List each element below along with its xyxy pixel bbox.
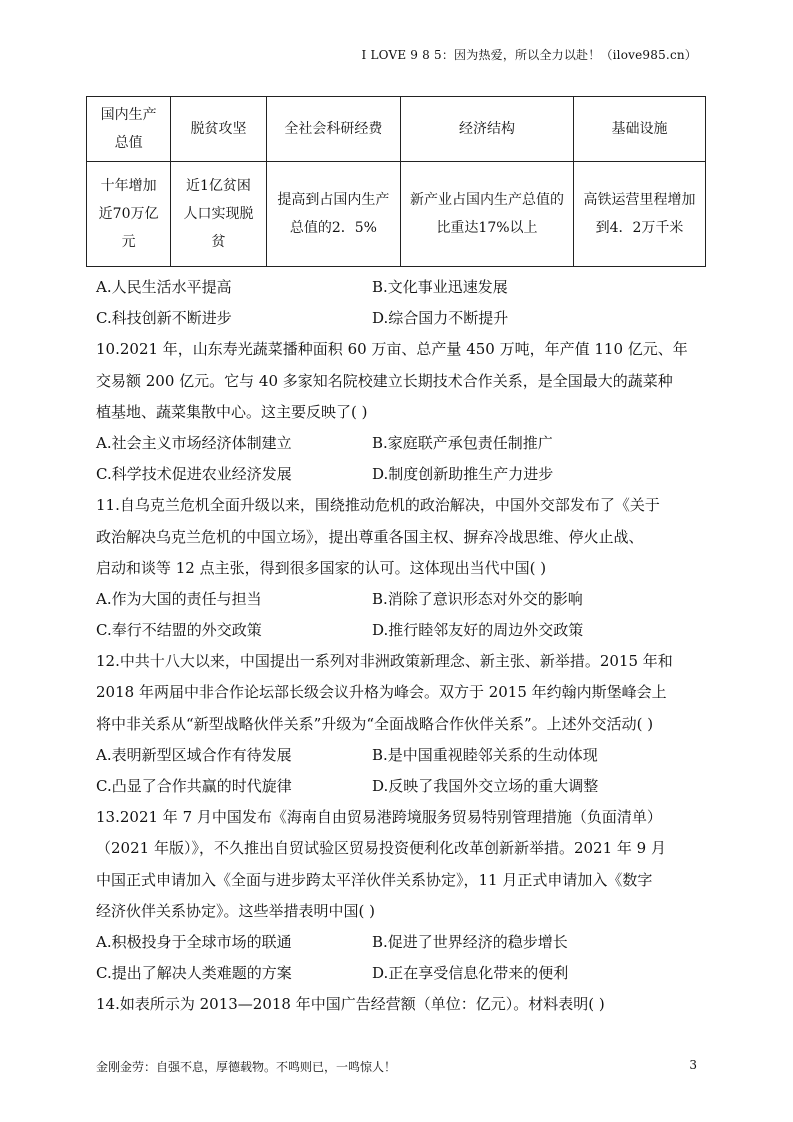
q10-stem-line: 10.2021 年，山东寿光蔬菜播种面积 60 万亩、总产量 450 万吨，年产值 110 亿元、年: [96, 340, 688, 359]
q11-options-row-1: [96, 584, 696, 615]
q14-stem-line: 14.如表所示为 2013—2018 年中国广告经营额（单位：亿元）。材料表明( ): [96, 995, 605, 1014]
q9-option-c: C.科技创新不断进步: [96, 309, 232, 328]
table-row: [87, 162, 706, 267]
q12-option-d: D.反映了我国外交立场的重大调整: [372, 777, 599, 795]
q12-option-c: C.凸显了合作共赢的时代旋律: [96, 777, 292, 795]
q11-option-c: C.奉行不结盟的外交政策: [96, 621, 262, 640]
q9-option-a: A.人民生活水平提高: [96, 278, 232, 296]
q12-option-b: B.是中国重视睦邻关系的生动体现: [372, 745, 598, 764]
q9-option-b: B.文化事业迅速发展: [372, 278, 508, 296]
page-number: 3: [689, 1058, 697, 1072]
table-cell: 十年增加近70万亿元: [87, 162, 171, 267]
table-header-cell: 基础设施: [573, 97, 705, 162]
questions-body: [96, 272, 696, 1021]
q13-option-c: C.提出了解决人类难题的方案: [96, 964, 292, 983]
footer-motto: 金刚金劳：自强不息，厚德载物。不鸣则已，一鸣惊人！: [96, 1060, 397, 1074]
q11-option-d: D.推行睦邻友好的周边外交政策: [372, 621, 584, 640]
q9-option-d: D.综合国力不断提升: [372, 309, 509, 328]
q9-options-row-2: [96, 303, 696, 334]
q13-option-d: D.正在享受信息化带来的便利: [372, 964, 569, 983]
q13-stem-line: （2021 年版）》，不久推出自贸试验区贸易投资便利化改革创新新举措。2021 年 9 月: [96, 839, 666, 858]
q13-stem-line: 中国正式申请加入《全面与进步跨太平洋伙伴关系协定》，11 月正式申请加入《数字: [96, 870, 653, 889]
q11-stem-line: 政治解决乌克兰危机的中国立场》，提出尊重各国主权、摒弃冷战思维、停火止战、: [96, 527, 644, 546]
table-cell: 提高到占国内生产总值的2．5%: [266, 162, 400, 267]
q10-option-a: A.社会主义市场经济体制建立: [96, 433, 292, 452]
q11-options-row-2: [96, 615, 696, 646]
achievement-table: [86, 96, 706, 267]
table-header-row: [87, 97, 706, 162]
q13-stem-line: 经济伙伴关系协定》。这些举措表明中国( ): [96, 901, 375, 920]
q12-options-row-1: [96, 740, 696, 771]
page-header: I LOVE 9 8 5：因为热爱，所以全力以赴！（ilove985.cn）: [361, 48, 697, 62]
q12-options-row-2: [96, 771, 696, 802]
table-cell: 新产业占国内生产总值的比重达17%以上: [401, 162, 574, 267]
q12-option-a: A.表明新型区域合作有待发展: [96, 745, 292, 764]
q12-stem-line: 将中非关系从“新型战略伙伴关系”升级为“全面战略合作伙伴关系”。上述外交活动( ): [96, 714, 654, 733]
table-cell: 近1亿贫困人口实现脱贫: [171, 162, 267, 267]
q10-option-d: D.制度创新助推生产力进步: [372, 465, 554, 484]
q10-option-b: B.家庭联产承包责任制推广: [372, 433, 553, 452]
table-cell: 高铁运营里程增加到4．2万千米: [573, 162, 705, 267]
q11-stem-line: 11.自乌克兰危机全面升级以来，围绕推动危机的政治解决，中国外交部发布了《关于: [96, 496, 660, 515]
table-header-cell: 全社会科研经费: [266, 97, 400, 162]
q13-options-row-1: [96, 927, 696, 958]
q10-options-row-1: [96, 428, 696, 459]
q11-stem-line: 启动和谈等 12 点主张，得到很多国家的认可。这体现出当代中国( ): [96, 558, 547, 577]
q13-options-row-2: [96, 958, 696, 989]
q13-option-b: B.促进了世界经济的稳步增长: [372, 932, 568, 951]
table-header-cell: 国内生产总值: [87, 97, 171, 162]
q10-option-c: C.科学技术促进农业经济发展: [96, 465, 292, 484]
q12-stem-line: 12.中共十八大以来，中国提出一系列对非洲政策新理念、新主张、新举措。2015 年和: [96, 652, 673, 671]
q13-option-a: A.积极投身于全球市场的联通: [96, 932, 292, 951]
q11-option-b: B.消除了意识形态对外交的影响: [372, 589, 583, 608]
q9-options-row-1: [96, 272, 696, 303]
q12-stem-line: 2018 年两届中非合作论坛部长级会议升格为峰会。双方于 2015 年约翰内斯堡峰会上: [96, 683, 667, 702]
q11-option-a: A.作为大国的责任与担当: [96, 589, 262, 608]
q10-stem-line: 交易额 200 亿元。它与 40 多家知名院校建立长期技术合作关系，是全国最大的蔬菜种: [96, 371, 673, 390]
q13-stem-line: 13.2021 年 7 月中国发布《海南自由贸易港跨境服务贸易特别管理措施（负面清单）: [96, 808, 662, 827]
table-header-cell: 经济结构: [401, 97, 574, 162]
table-header-cell: 脱贫攻坚: [171, 97, 267, 162]
q10-options-row-2: [96, 459, 696, 490]
q10-stem-line: 植基地、蔬菜集散中心。这主要反映了( ): [96, 402, 368, 421]
